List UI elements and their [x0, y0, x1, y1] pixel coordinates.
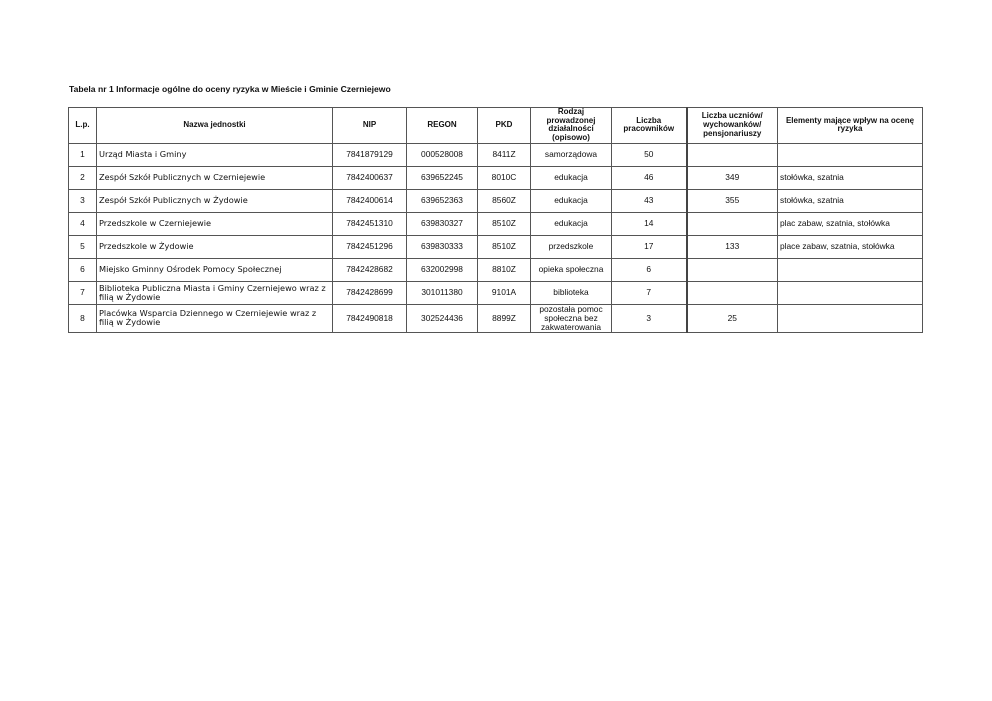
- cell-lp: 1: [69, 143, 97, 166]
- header-lp: L.p.: [69, 108, 97, 144]
- cell-employees: 46: [612, 166, 687, 189]
- cell-nip: 7842400637: [333, 166, 407, 189]
- cell-lp: 3: [69, 189, 97, 212]
- cell-students: 349: [687, 166, 778, 189]
- cell-nip: 7842490818: [333, 304, 407, 332]
- cell-name: Przedszkole w Czerniejewie: [97, 212, 333, 235]
- cell-nip: 7842400614: [333, 189, 407, 212]
- cell-nip: 7842428682: [333, 258, 407, 281]
- cell-name: Zespół Szkół Publicznych w Żydowie: [97, 189, 333, 212]
- cell-regon: 000528008: [407, 143, 478, 166]
- cell-nip: 7841879129: [333, 143, 407, 166]
- cell-lp: 4: [69, 212, 97, 235]
- table-body: [69, 143, 923, 332]
- cell-employees: 3: [612, 304, 687, 332]
- cell-pkd: 9101A: [478, 281, 531, 304]
- cell-name: Urząd Miasta i Gminy: [97, 143, 333, 166]
- cell-elements: stołówka, szatnia: [778, 189, 923, 212]
- cell-employees: 6: [612, 258, 687, 281]
- cell-students: [687, 281, 778, 304]
- cell-elements: plac zabaw, szatnia, stołówka: [778, 212, 923, 235]
- header-nip: NIP: [333, 108, 407, 144]
- cell-regon: 639652245: [407, 166, 478, 189]
- cell-employees: 50: [612, 143, 687, 166]
- cell-regon: 302524436: [407, 304, 478, 332]
- header-regon: REGON: [407, 108, 478, 144]
- header-name: Nazwa jednostki: [97, 108, 333, 144]
- cell-pkd: 8899Z: [478, 304, 531, 332]
- table-row: [69, 189, 923, 212]
- cell-pkd: 8810Z: [478, 258, 531, 281]
- cell-activity: pozostała pomoc społeczna bez zakwaterowania: [531, 304, 612, 332]
- table-row: [69, 258, 923, 281]
- header-students: Liczba uczniów/ wychowanków/ pensjonariuszy: [687, 108, 778, 144]
- cell-students: 133: [687, 235, 778, 258]
- cell-students: 25: [687, 304, 778, 332]
- cell-pkd: 8510Z: [478, 212, 531, 235]
- header-pkd: PKD: [478, 108, 531, 144]
- table-row: [69, 143, 923, 166]
- cell-activity: opieka społeczna: [531, 258, 612, 281]
- cell-lp: 6: [69, 258, 97, 281]
- cell-nip: 7842428699: [333, 281, 407, 304]
- cell-activity: przedszkole: [531, 235, 612, 258]
- header-activity: Rodzaj prowadzonej działalności (opisowo): [531, 108, 612, 144]
- cell-students: [687, 212, 778, 235]
- cell-pkd: 8510Z: [478, 235, 531, 258]
- cell-name: Biblioteka Publiczna Miasta i Gminy Czerniejewo wraz z filią w Żydowie: [97, 281, 333, 304]
- cell-regon: 639830333: [407, 235, 478, 258]
- table-row: [69, 235, 923, 258]
- cell-lp: 7: [69, 281, 97, 304]
- cell-lp: 8: [69, 304, 97, 332]
- cell-employees: 14: [612, 212, 687, 235]
- cell-name: Zespół Szkół Publicznych w Czerniejewie: [97, 166, 333, 189]
- cell-pkd: 8560Z: [478, 189, 531, 212]
- cell-regon: 632002998: [407, 258, 478, 281]
- cell-regon: 301011380: [407, 281, 478, 304]
- cell-elements: [778, 281, 923, 304]
- cell-elements: place zabaw, szatnia, stołówka: [778, 235, 923, 258]
- cell-students: 355: [687, 189, 778, 212]
- cell-pkd: 8010C: [478, 166, 531, 189]
- cell-name: Miejsko Gminny Ośrodek Pomocy Społecznej: [97, 258, 333, 281]
- cell-activity: edukacja: [531, 189, 612, 212]
- cell-elements: [778, 143, 923, 166]
- cell-regon: 639830327: [407, 212, 478, 235]
- table-row: [69, 281, 923, 304]
- cell-name: Placówka Wsparcia Dziennego w Czerniejewie wraz z filią w Żydowie: [97, 304, 333, 332]
- cell-activity: edukacja: [531, 166, 612, 189]
- table-header-row: [69, 108, 923, 144]
- cell-nip: 7842451310: [333, 212, 407, 235]
- cell-activity: samorządowa: [531, 143, 612, 166]
- cell-employees: 17: [612, 235, 687, 258]
- cell-regon: 639652363: [407, 189, 478, 212]
- table-title: Tabela nr 1 Informacje ogólne do oceny ryzyka w Mieście i Gminie Czerniejewo: [69, 84, 391, 94]
- cell-elements: stołówka, szatnia: [778, 166, 923, 189]
- header-elements: Elementy mające wpływ na ocenę ryzyka: [778, 108, 923, 144]
- header-employees: Liczba pracowników: [612, 108, 687, 144]
- cell-students: [687, 143, 778, 166]
- table-row: [69, 166, 923, 189]
- cell-activity: edukacja: [531, 212, 612, 235]
- cell-pkd: 8411Z: [478, 143, 531, 166]
- table-row: [69, 212, 923, 235]
- risk-info-table: [68, 107, 923, 333]
- cell-lp: 2: [69, 166, 97, 189]
- cell-activity: biblioteka: [531, 281, 612, 304]
- cell-elements: [778, 258, 923, 281]
- cell-lp: 5: [69, 235, 97, 258]
- cell-elements: [778, 304, 923, 332]
- cell-employees: 43: [612, 189, 687, 212]
- cell-name: Przedszkole w Żydowie: [97, 235, 333, 258]
- table-row: [69, 304, 923, 332]
- cell-nip: 7842451296: [333, 235, 407, 258]
- cell-employees: 7: [612, 281, 687, 304]
- cell-students: [687, 258, 778, 281]
